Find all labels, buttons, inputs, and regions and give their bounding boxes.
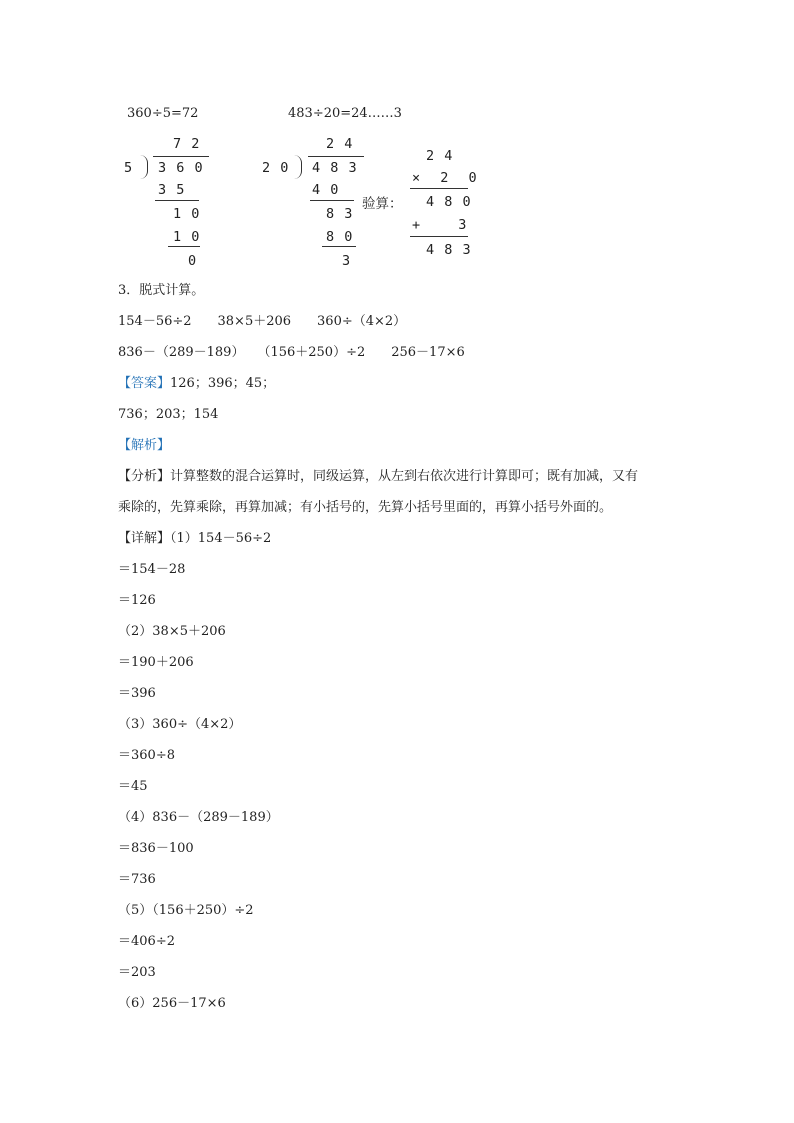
step-line: ＝406÷2	[118, 934, 175, 949]
analysis-line1	[118, 468, 638, 486]
question-row1: 154－56÷2 38×5＋206 360÷（4×2）	[118, 314, 407, 329]
division2-line2	[322, 246, 356, 247]
division1-quotient: 7 2	[173, 136, 201, 152]
answer-line2: 736；203；154	[118, 407, 219, 422]
verify-line1	[410, 188, 468, 189]
division1-divisor: 5	[124, 160, 134, 176]
division1-step3: 1 0	[173, 229, 201, 245]
step-line: ＝45	[118, 779, 148, 794]
analysis-line2: 乘除的，先算乘除，再算加减；有小括号的，先算小括号里面的，再算小括号外面的。	[118, 500, 613, 515]
step-line: （6）256－17×6	[118, 996, 226, 1011]
detail-step-1: （1）154－56÷2	[170, 531, 272, 546]
division1-line2	[168, 246, 200, 247]
detail-line	[118, 530, 271, 548]
division2-step2: 8 3	[326, 206, 354, 222]
step-line: ＝736	[118, 872, 156, 887]
division1-bracket	[140, 155, 148, 179]
verify-line2	[410, 236, 468, 237]
detail-tag: 【详解】	[118, 531, 171, 546]
division2-dividend: 4 8 3	[312, 160, 358, 176]
step-line: ＝360÷8	[118, 748, 175, 763]
step-line: ＝836－100	[118, 841, 194, 856]
verify-row5: 4 8 3	[426, 242, 472, 258]
division2-line1	[310, 200, 354, 201]
step-line: ＝154－28	[118, 562, 186, 577]
division2-equation: 483÷20=24……3	[288, 106, 402, 121]
division1-remainder: 0	[188, 253, 198, 269]
question-title: 3．脱式计算。	[118, 283, 205, 298]
division2-remainder: 3	[342, 253, 352, 269]
step-line: ＝203	[118, 965, 156, 980]
answer-values1: 126；396；45；	[170, 376, 276, 391]
division2-bracket	[294, 155, 302, 179]
division1-line1	[155, 200, 199, 201]
fenxi-tag: 【分析】	[118, 469, 171, 484]
step-line: （3）360÷（4×2）	[118, 717, 242, 732]
division1-dividend: 3 6 0	[158, 160, 204, 176]
step-line: （2）38×5＋206	[118, 624, 226, 639]
verify-row1: 2 4	[426, 148, 454, 164]
division1-equation: 360÷5=72	[127, 106, 199, 121]
answer-line1	[118, 375, 275, 393]
step-line: （4）836－（289－189）	[118, 810, 279, 825]
division2-bar	[308, 156, 364, 157]
verify-row4: + 3	[412, 217, 468, 233]
division1-bar	[153, 156, 209, 157]
verify-row2: × 2 0	[412, 170, 478, 186]
answer-tag: 【答案】	[118, 376, 171, 391]
division1-step1: 3 5	[158, 182, 186, 198]
fenxi-text: 计算整数的混合运算时，同级运算，从左到右依次进行计算即可；既有加减，又有	[170, 469, 639, 484]
verify-label: 验算：	[362, 196, 403, 212]
question-row2: 836－（289－189） （156＋250）÷2 256－17×6	[118, 345, 465, 360]
division2-quotient: 2 4	[326, 136, 354, 152]
step-line: ＝190＋206	[118, 655, 194, 670]
step-line: ＝126	[118, 593, 156, 608]
step-line: （5）（156＋250）÷2	[118, 903, 254, 918]
division2-step1: 4 0	[312, 182, 340, 198]
analysis-tag: 【解析】	[118, 438, 171, 453]
division2-divisor: 2 0	[262, 160, 290, 176]
division1-step2: 1 0	[173, 206, 201, 222]
division2-step3: 8 0	[326, 229, 354, 245]
verify-row3: 4 8 0	[426, 194, 472, 210]
step-line: ＝396	[118, 686, 156, 701]
